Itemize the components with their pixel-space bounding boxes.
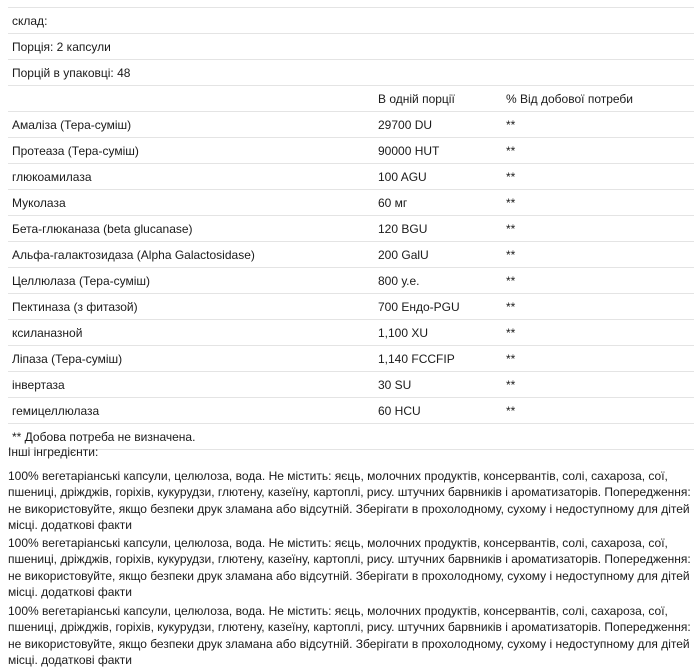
nutrient-daily-value: ** bbox=[502, 320, 694, 346]
nutrient-row bbox=[8, 242, 694, 268]
nutrient-name: Альфа-галактозидаза (Alpha Galactosidase) bbox=[8, 242, 374, 268]
supplement-facts-table bbox=[8, 7, 694, 450]
nutrient-name: Протеаза (Тера-суміш) bbox=[8, 138, 374, 164]
other-ingredients-title: Інші інгредієнти: bbox=[8, 445, 99, 459]
nutrient-name: Амаліза (Тера-суміш) bbox=[8, 112, 374, 138]
nutrient-row bbox=[8, 164, 694, 190]
nutrient-row bbox=[8, 268, 694, 294]
nutrient-name: інвертаза bbox=[8, 372, 374, 398]
nutrient-amount: 800 у.е. bbox=[374, 268, 502, 294]
serving-size: Порція: 2 капсули bbox=[8, 34, 694, 60]
nutrient-row bbox=[8, 346, 694, 372]
nutrient-daily-value: ** bbox=[502, 242, 694, 268]
nutrient-daily-value: ** bbox=[502, 216, 694, 242]
nutrient-name: глюкоамилаза bbox=[8, 164, 374, 190]
nutrient-name: Пектиназа (з фитазой) bbox=[8, 294, 374, 320]
nutrient-row bbox=[8, 372, 694, 398]
nutrient-row bbox=[8, 216, 694, 242]
serving-size-row bbox=[8, 34, 694, 60]
nutrient-daily-value: ** bbox=[502, 398, 694, 424]
nutrient-amount: 120 BGU bbox=[374, 216, 502, 242]
nutrient-amount: 60 мг bbox=[374, 190, 502, 216]
nutrient-name: Ліпаза (Тера-суміш) bbox=[8, 346, 374, 372]
nutrient-row bbox=[8, 294, 694, 320]
other-ingredients-paragraph: 100% вегетаріанські капсули, целюлоза, вода. Не містить: яєць, молочних продуктів, консервантів, солі, сахароза, сої, пшениці, дріжджів, горіхів, кукурудзи, глютену, казеїну, картоплі, рису. штучних барвників і ароматизаторів. Попередження: не використовуйте, якщо безпеки друк зламана або відсутній. Зберігати в прохолодному, сухому і недоступному для дітей місці. додаткові факти bbox=[8, 469, 691, 532]
nutrient-daily-value: ** bbox=[502, 112, 694, 138]
nutrient-daily-value: ** bbox=[502, 164, 694, 190]
nutrient-name: Муколаза bbox=[8, 190, 374, 216]
nutrient-daily-value: ** bbox=[502, 294, 694, 320]
nutrient-row bbox=[8, 320, 694, 346]
facts-header-row bbox=[8, 86, 694, 112]
nutrient-amount: 700 Ендо-PGU bbox=[374, 294, 502, 320]
nutrient-amount: 60 HCU bbox=[374, 398, 502, 424]
nutrient-amount: 200 GalU bbox=[374, 242, 502, 268]
nutrient-name: Бета-глюканаза (beta glucanase) bbox=[8, 216, 374, 242]
servings-per-container: Порцій в упаковці: 48 bbox=[8, 60, 694, 86]
nutrient-amount: 29700 DU bbox=[374, 112, 502, 138]
servings-per-container-row bbox=[8, 60, 694, 86]
other-ingredients-paragraph: 100% вегетаріанські капсули, целюлоза, вода. Не містить: яєць, молочних продуктів, консервантів, солі, сахароза, сої, пшениці, дріжджів, горіхів, кукурудзи, глютену, казеїну, картоплі, рису. штучних барвників і ароматизаторів. Попередження: не використовуйте, якщо безпеки друк зламана або відсутній. Зберігати в прохолодному, сухому і недоступному для дітей місці. додаткові факти bbox=[8, 536, 691, 599]
facts-title-row bbox=[8, 8, 694, 34]
footnote-row bbox=[8, 424, 694, 450]
nutrient-amount: 1,140 FCCFIP bbox=[374, 346, 502, 372]
nutrient-name: гемицеллюлаза bbox=[8, 398, 374, 424]
nutrient-row bbox=[8, 398, 694, 424]
other-ingredients-paragraph: 100% вегетаріанські капсули, целюлоза, вода. Не містить: яєць, молочних продуктів, консервантів, солі, сахароза, сої, пшениці, дріжджів, горіхів, кукурудзи, глютену, казеїну, картоплі, рису. штучних барвників і ароматизаторів. Попередження: не використовуйте, якщо безпеки друк зламана або відсутній. Зберігати в прохолодному, сухому і недоступному для дітей місці. додаткові факти bbox=[8, 604, 691, 667]
nutrient-amount: 30 SU bbox=[374, 372, 502, 398]
nutrient-daily-value: ** bbox=[502, 268, 694, 294]
header-daily-value: % Від добової потреби bbox=[502, 86, 694, 112]
nutrient-row bbox=[8, 138, 694, 164]
nutrient-name: Целлюлаза (Тера-суміш) bbox=[8, 268, 374, 294]
nutrient-daily-value: ** bbox=[502, 190, 694, 216]
nutrient-daily-value: ** bbox=[502, 346, 694, 372]
facts-title: склад: bbox=[8, 8, 694, 34]
nutrient-amount: 1,100 XU bbox=[374, 320, 502, 346]
nutrient-amount: 100 AGU bbox=[374, 164, 502, 190]
nutrient-row bbox=[8, 112, 694, 138]
nutrient-amount: 90000 HUT bbox=[374, 138, 502, 164]
nutrient-daily-value: ** bbox=[502, 372, 694, 398]
daily-value-footnote: ** Добова потреба не визначена. bbox=[8, 424, 694, 450]
nutrient-name: ксиланазной bbox=[8, 320, 374, 346]
nutrient-daily-value: ** bbox=[502, 138, 694, 164]
facts-table-body bbox=[8, 8, 694, 450]
header-amount: В одній порції bbox=[374, 86, 502, 112]
header-name bbox=[8, 86, 374, 112]
nutrient-row bbox=[8, 190, 694, 216]
